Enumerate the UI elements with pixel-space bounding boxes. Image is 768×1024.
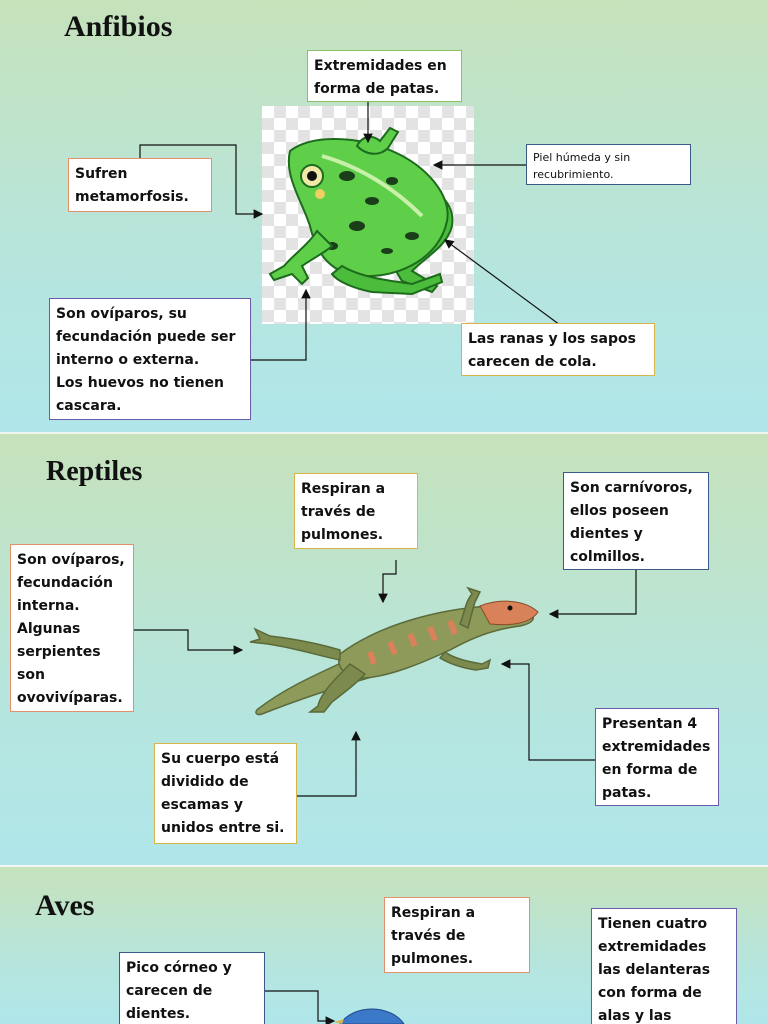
box-oviparos-anfibios: Son ovíparos, su fecundación puede ser interno o externa. Los huevos no tienen cascara. [49, 298, 251, 420]
section-title-aves: Aves [35, 889, 95, 922]
box-oviparos-reptiles: Son ovíparos, fecundación interna. Algunas serpientes son ovovivíparas. [10, 544, 134, 712]
section-aves [0, 867, 768, 1024]
box-extremidades-aves: Tienen cuatro extremidades las delanteras con forma de alas y las [591, 908, 737, 1024]
box-metamorfosis: Sufren metamorfosis. [68, 158, 212, 212]
box-cuerpo: Su cuerpo está dividido de escamas y unidos entre si. [154, 743, 297, 844]
box-respiran-aves: Respiran a través de pulmones. [384, 897, 530, 973]
section-title-reptiles: Reptiles [46, 456, 143, 487]
box-pico: Pico córneo y carecen de dientes. [119, 952, 265, 1024]
section-reptiles [0, 434, 768, 865]
box-extremidades-anfibios: Extremidades en forma de patas. [307, 50, 462, 102]
box-carnivoros: Son carnívoros, ellos poseen dientes y colmillos. [563, 472, 709, 570]
box-piel: Piel húmeda y sin recubrimiento. [526, 144, 691, 185]
box-cola: Las ranas y los sapos carecen de cola. [461, 323, 655, 376]
box-extremidades-reptiles: Presentan 4 extremidades en forma de patas. [595, 708, 719, 806]
box-respiran-reptiles: Respiran a través de pulmones. [294, 473, 418, 549]
bird-image [332, 1007, 412, 1024]
section-anfibios [0, 0, 768, 432]
section-title-anfibios: Anfibios [64, 10, 173, 43]
